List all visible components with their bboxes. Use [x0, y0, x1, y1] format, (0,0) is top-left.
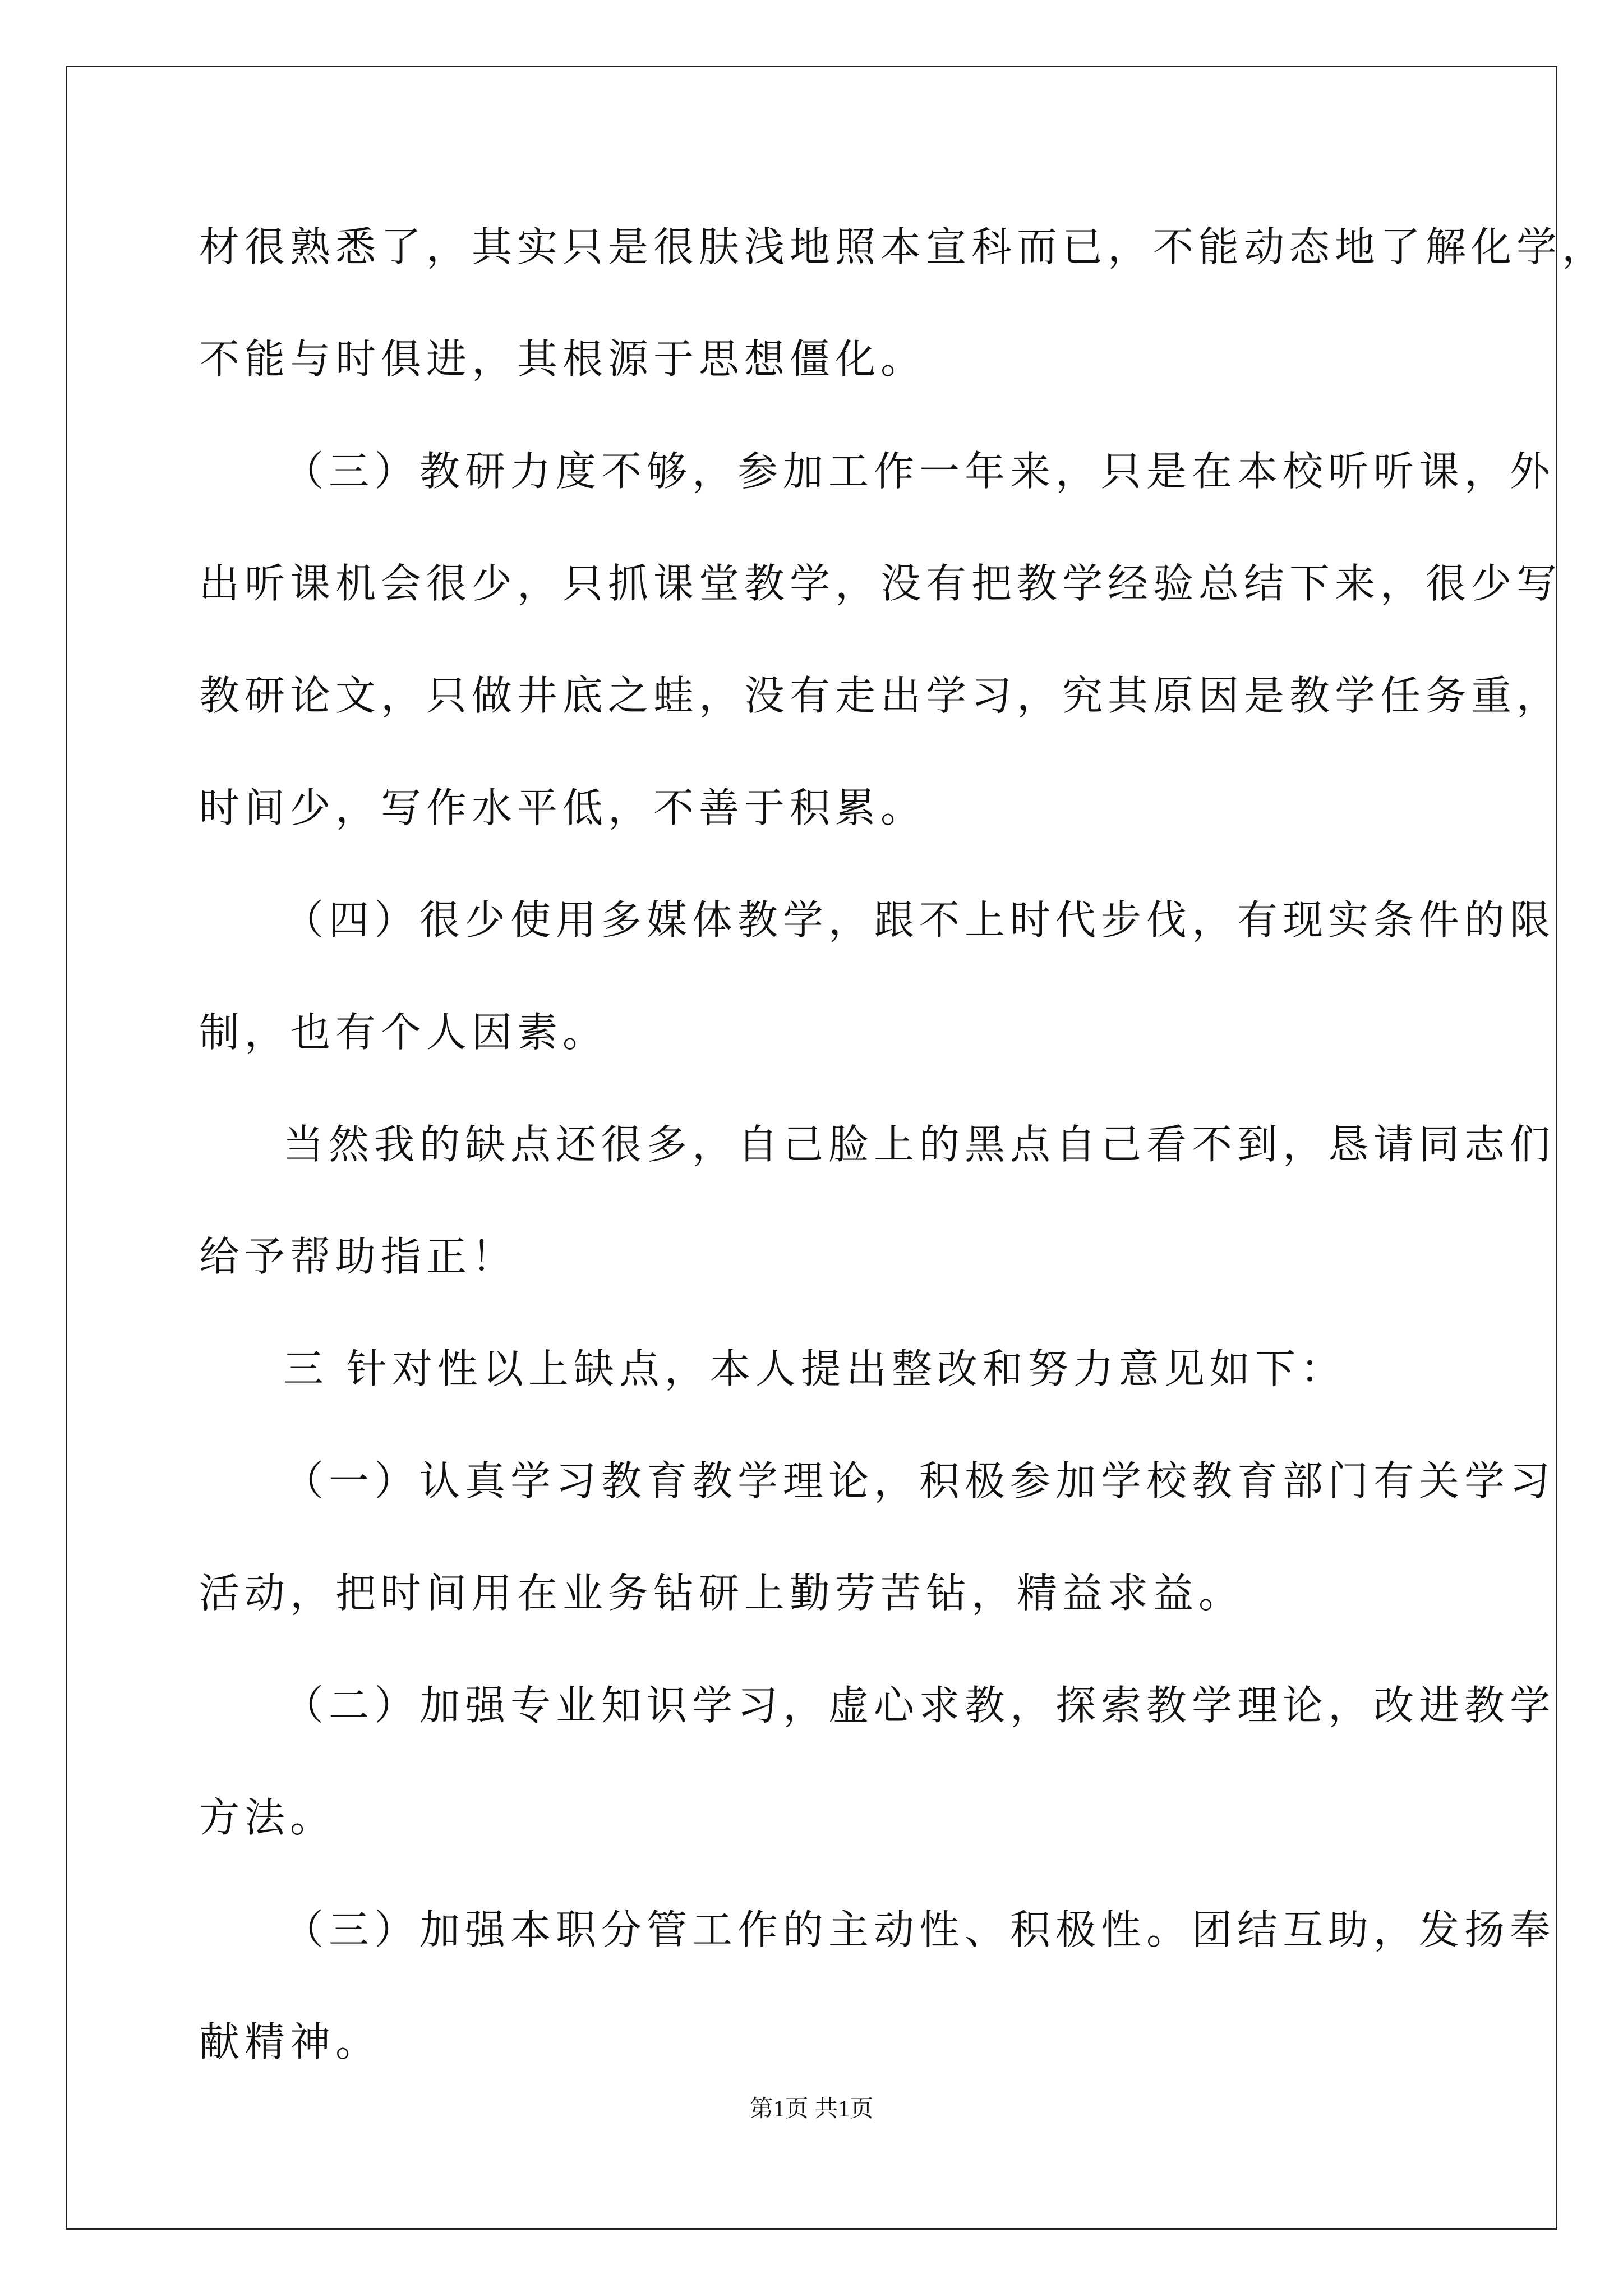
body-text-line: 给予帮助指正！: [199, 1233, 518, 1280]
page-footer: 第1页 共1页: [749, 2096, 874, 2122]
section-heading: 三 针对性以上缺点，本人提出整改和努力意见如下：: [283, 1345, 1346, 1392]
body-text-line: （三）教研力度不够，参加工作一年来，只是在本校听听课，外: [283, 448, 1556, 495]
body-text-line: （三）加强本职分管工作的主动性、积极性。团结互助，发扬奉: [283, 1906, 1556, 1953]
body-text-line: 制，也有个人因素。: [199, 1009, 608, 1056]
body-text-line: 当然我的缺点还很多，自己脸上的黑点自己看不到，恳请同志们: [283, 1121, 1556, 1168]
body-text-line: 方法。: [199, 1794, 336, 1841]
body-text-line: 活动，把时间用在业务钻研上勤劳苦钻，精益求益。: [199, 1570, 1244, 1617]
body-text-line: 教研论文，只做井底之蛙，没有走出学习，究其原因是教学任务重，: [199, 672, 1562, 719]
body-text-line: 时间少，写作水平低，不善于积累。: [199, 784, 926, 831]
body-text-line: （一）认真学习教育教学理论，积极参加学校教育部门有关学习: [283, 1457, 1556, 1504]
body-text-line: 不能与时俱进，其根源于思想僵化。: [199, 335, 926, 383]
body-text-line: 献精神。: [199, 2018, 381, 2065]
body-text-line: 出听课机会很少，只抓课堂教学，没有把教学经验总结下来，很少写: [199, 560, 1562, 607]
body-text-line: 材很熟悉了，其实只是很肤浅地照本宣科而已，不能动态地了解化学，: [199, 223, 1608, 270]
body-text-line: （四）很少使用多媒体教学，跟不上时代步伐，有现实条件的限: [283, 896, 1556, 944]
body-text-line: （二）加强专业知识学习，虚心求教，探索教学理论，改进教学: [283, 1682, 1556, 1729]
